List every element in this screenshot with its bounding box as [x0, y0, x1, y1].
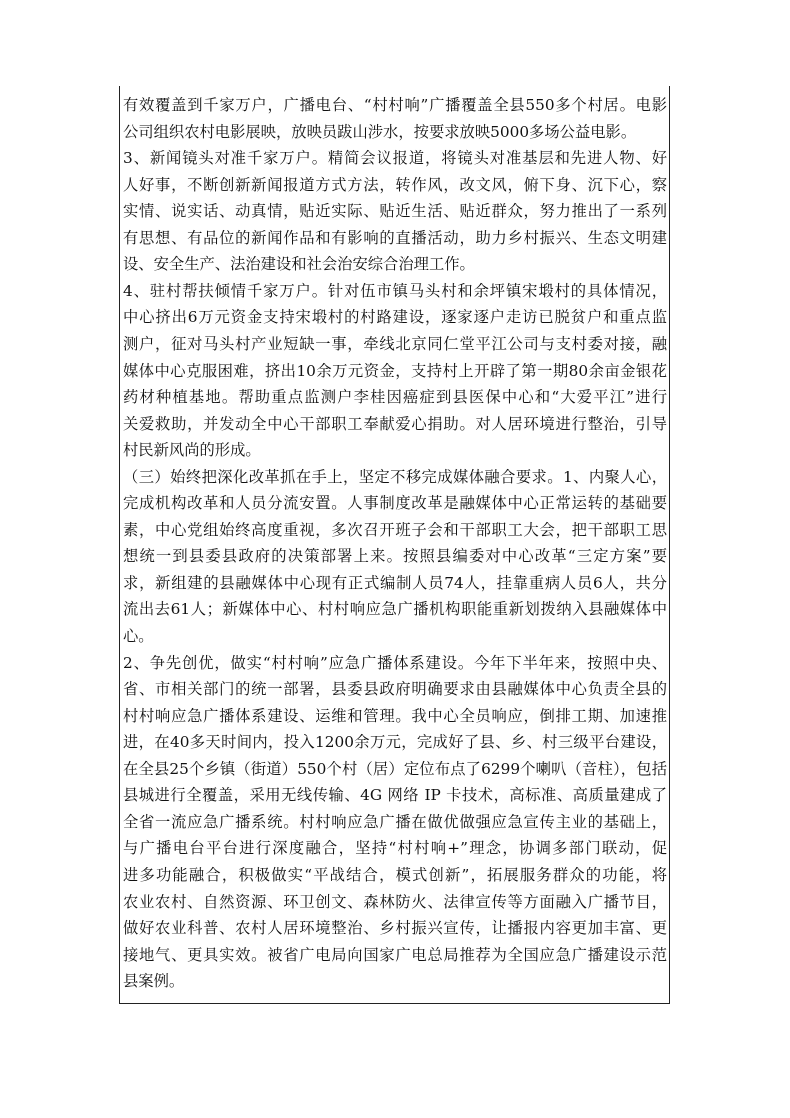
text-line: 测户，征对马头村产业短缺一事，牵线北京同仁堂平江公司与支村委对接，融 — [123, 334, 667, 353]
text-line: 药材种植基地。帮助重点监测户李桂因癌症到县医保中心和“大爱平江”进行 — [123, 388, 667, 407]
text-line: 有效覆盖到千家万户，广播电台、“村村响”广播覆盖全县550多个村居。电影 — [123, 96, 667, 114]
text-line: 实情、说实话、动真情，贴近实际、贴近生活、贴近群众，努力推出了一系列 — [123, 202, 667, 221]
text-line: 村村响应急广播体系建设、运维和管理。我中心全员响应，倒排工期、加速推 — [123, 706, 667, 725]
text-line: 媒体中心克服困难，挤出10余万元资金，支持村上开辟了第一期80余亩金银花 — [123, 361, 667, 380]
text-line: 全省一流应急广播系统。村村响应急广播在做优做强应急宣传主业的基础上， — [123, 812, 667, 831]
text-line: 进多功能融合，积极做实“平战结合，模式创新”，拓展服务群众的功能，将 — [123, 865, 667, 884]
text-line: 人好事，不断创新新闻报道方式方法，转作风，改文风，俯下身、沉下心，察 — [123, 175, 667, 194]
text-line: 设、安全生产、法治建设和社会治安综合治理工作。 — [123, 255, 475, 274]
text-line: 接地气、更具实效。被省广电局向国家广电总局推荐为全国应急广播建设示范 — [123, 945, 667, 964]
text-line: 完成机构改革和人员分流安置。人事制度改革是融媒体中心正常运转的基础要 — [123, 494, 667, 513]
text-line: 县城进行全覆盖，采用无线传输、4G 网络 IP 卡技术，高标准、高质量建成了 — [123, 786, 667, 805]
text-line: 省、市相关部门的统一部署，县委县政府明确要求由县融媒体中心负责全县的 — [123, 680, 667, 699]
text-line: 4、驻村帮扶倾情千家万户。针对伍市镇马头村和余坪镇宋塅村的具体情况， — [123, 281, 667, 300]
text-line: 想统一到县委县政府的决策部署上来。按照县编委对中心改革“三定方案”要 — [123, 547, 667, 566]
text-line: 2、争先创优，做实“村村响”应急广播体系建设。今年下半年来，按照中央、 — [123, 653, 667, 672]
document-table-cell — [119, 86, 670, 1004]
text-line: 中心挤出6万元资金支持宋塅村的村路建设，逐家逐户走访已脱贫户和重点监 — [123, 308, 667, 327]
text-line: 心。 — [123, 627, 154, 645]
text-line: 素，中心党组始终高度重视，多次召开班子会和干部职工大会，把干部职工思 — [123, 520, 667, 539]
text-line: 村民新风尚的形成。 — [123, 441, 261, 460]
text-line: 做好农业科普、农村人居环境整治、乡村振兴宣传，让播报内容更加丰富、更 — [123, 919, 667, 938]
text-line: 求，新组建的县融媒体中心现有正式编制人员74人，挂靠重病人员6人，共分 — [123, 573, 667, 592]
text-line: 县案例。 — [123, 972, 185, 991]
text-line: 关爱救助，并发动全中心干部职工奉献爱心捐助。对人居环境进行整治，引导 — [123, 414, 667, 433]
text-line: 3、新闻镜头对准千家万户。精简会议报道，将镜头对准基层和先进人物、好 — [123, 149, 667, 168]
text-line: 公司组织农村电影展映，放映员跋山涉水，按要求放映5000多场公益电影。 — [123, 122, 637, 141]
text-line: 与广播电台平台进行深度融合，坚持“村村响+”理念，协调多部门联动，促 — [123, 839, 667, 858]
text-line: 在全县25个乡镇（街道）550个村（居）定位布点了6299个喇叭（音柱），包括 — [123, 759, 667, 778]
text-line: （三）始终把深化改革抓在手上，坚定不移完成媒体融合要求。1、内聚人心， — [123, 467, 667, 486]
text-line: 农业农村、自然资源、环卫创文、森林防火、法律宣传等方面融入广播节目， — [123, 892, 667, 911]
text-line: 进，在40多天时间内，投入1200余万元，完成好了县、乡、村三级平台建设， — [123, 733, 667, 752]
text-line: 有思想、有品位的新闻作品和有影响的直播活动，助力乡村振兴、生态文明建 — [123, 228, 667, 247]
text-line: 流出去61人；新媒体中心、村村响应急广播机构职能重新划拨纳入县融媒体中 — [123, 600, 667, 619]
